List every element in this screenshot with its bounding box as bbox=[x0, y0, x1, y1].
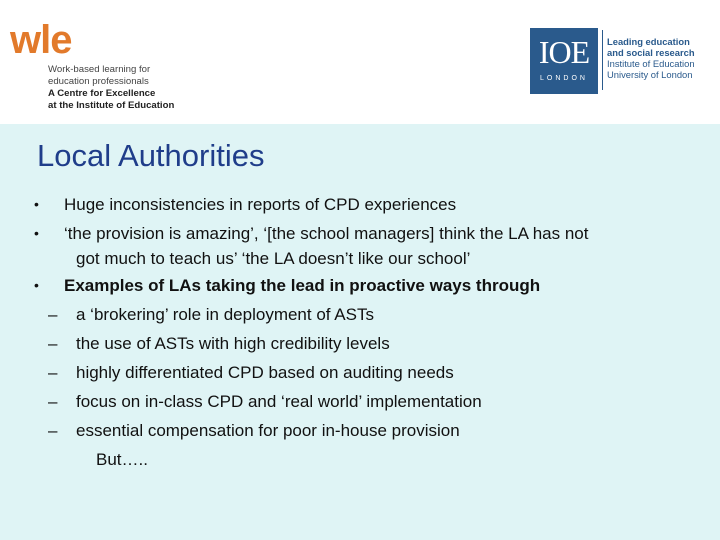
sub-bullet-text: a ‘brokering’ role in deployment of ASTs bbox=[76, 305, 374, 324]
sub-bullet-item bbox=[0, 387, 720, 416]
closing-text: But….. bbox=[96, 450, 148, 469]
ioe-divider bbox=[602, 30, 603, 90]
bullet-marker: • bbox=[34, 225, 39, 241]
sub-bullet-marker: – bbox=[48, 363, 58, 382]
bullet-text-line: got much to teach us’ ‘the LA doesn’t like our school’ bbox=[76, 249, 471, 268]
bullet-marker: • bbox=[34, 277, 39, 293]
ioe-tagline-line: and social research bbox=[607, 47, 695, 58]
sub-bullet-text: highly differentiated CPD based on auditing needs bbox=[76, 363, 454, 382]
ioe-emblem bbox=[530, 28, 598, 94]
wle-tagline bbox=[48, 64, 175, 112]
ioe-city: LONDON bbox=[540, 75, 588, 82]
sub-bullet-marker: – bbox=[48, 334, 58, 353]
wle-tagline-line: Work-based learning for bbox=[48, 64, 151, 75]
ioe-tagline-line: Institute of Education bbox=[607, 58, 695, 69]
sub-bullet-text: the use of ASTs with high credibility levels bbox=[76, 334, 390, 353]
header-bar bbox=[0, 0, 720, 124]
sub-bullet-marker: – bbox=[48, 392, 58, 411]
wle-logo bbox=[10, 18, 175, 117]
bullet-text: Huge inconsistencies in reports of CPD experiences bbox=[64, 195, 457, 214]
sub-bullet-marker: – bbox=[48, 421, 58, 440]
ioe-logo bbox=[530, 28, 710, 94]
wle-tagline-line: education professionals bbox=[48, 76, 149, 87]
sub-bullet-item bbox=[0, 358, 720, 387]
bullet-item bbox=[0, 271, 720, 300]
bullet-item bbox=[0, 219, 720, 271]
sub-bullet-item bbox=[0, 416, 720, 445]
sub-bullet-marker: – bbox=[48, 305, 58, 324]
sub-bullet-item bbox=[0, 329, 720, 358]
sub-bullet-text: focus on in-class CPD and ‘real world’ implementation bbox=[76, 392, 482, 411]
slide-title: Local Authorities bbox=[37, 138, 265, 173]
sub-bullet-item bbox=[0, 300, 720, 329]
wle-tagline-line: A Centre for Excellence bbox=[48, 88, 156, 99]
bullet-item bbox=[0, 190, 720, 219]
ioe-tagline bbox=[607, 36, 695, 80]
ioe-tagline-line: University of London bbox=[607, 69, 693, 80]
bullet-list bbox=[0, 190, 720, 474]
wle-wordmark: wle bbox=[10, 18, 72, 62]
closing-line bbox=[0, 445, 720, 474]
ioe-mark: IOE bbox=[538, 34, 590, 70]
bullet-text-line: ‘the provision is amazing’, ‘[the school managers] think the LA has not bbox=[64, 224, 589, 243]
wle-tagline-line: at the Institute of Education bbox=[48, 100, 175, 111]
bullet-marker: • bbox=[34, 196, 39, 212]
ioe-tagline-line: Leading education bbox=[607, 36, 690, 47]
sub-bullet-text: essential compensation for poor in-house provision bbox=[76, 421, 460, 440]
bullet-text: Examples of LAs taking the lead in proactive ways through bbox=[64, 276, 541, 295]
